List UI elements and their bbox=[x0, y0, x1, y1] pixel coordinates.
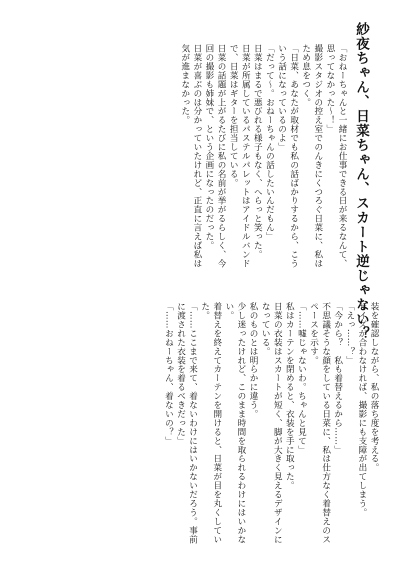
paragraph: 私のものとは明らかに違う。 bbox=[248, 302, 259, 419]
paragraph: 不思議そうな顔をしている日菜に、私は仕方なく着替えのスペースを示す。 bbox=[308, 302, 331, 544]
paragraph: 装を確認しながら、私の落ち度を考える。 bbox=[369, 302, 379, 473]
paragraph: 「……嘘じゃないわ。ちゃんと見て」 bbox=[296, 302, 307, 455]
paragraph: 日菜が喜ぶのは分かっていたけれど、正直に言えば私は気が進まなかった。 bbox=[179, 44, 202, 268]
lower-text-column bbox=[28, 302, 380, 550]
upper-text-column bbox=[28, 44, 348, 276]
paragraph: 「えっ……？」 bbox=[344, 302, 355, 365]
paragraph: 「日菜、あなたが取材でも私の話ばかりするから、こういう話になっているのよ」 bbox=[276, 44, 299, 268]
paragraph: 撮影スタジオの控え室でのんきにくつろぐ日菜に、私はため息をつく。 bbox=[300, 44, 323, 268]
paragraph: 日菜が所属しているパステルパレットはアイドルバンドで、日菜はギターを担当している。 bbox=[228, 44, 251, 268]
paragraph: 「だって〜。おねーちゃんの話したいんだもん」 bbox=[264, 44, 275, 241]
paragraph: 「……ここまで来て、着ないわけにはいかないだろう。事前に渡された衣装を着るべきだった」 bbox=[175, 302, 198, 544]
paragraph: 「おねーちゃんと一緒にお仕事できる日が来るなんて、思ってなかった〜！」 bbox=[324, 44, 347, 268]
paragraph: 少し迷ったけれど、このまま時間を取られるわけにはいかない。 bbox=[223, 302, 246, 544]
chapter-title: 紗夜ちゃん、日菜ちゃん、スカート逆じゃない？ bbox=[353, 22, 369, 341]
paragraph: 日菜の衣装はスカートが短く、脚が大きく見えるデザインになっている。 bbox=[260, 302, 283, 544]
paragraph: 「……おねーちゃん、着ないの？」 bbox=[163, 302, 174, 446]
paragraph: サイズが合わなければ、撮影にも支障が出てしまう。 bbox=[356, 302, 367, 517]
paragraph: 私はカーテンを閉めると、衣装を手に取った。 bbox=[284, 302, 295, 490]
paragraph: 日菜の話題が上がるたびに私の名前が挙がるらしく、今回の撮影も姉妹で、という企画になったのだった。 bbox=[203, 44, 227, 268]
paragraph: 着替えを終えてカーテンを開けると、日菜が目を丸くしていた。 bbox=[199, 302, 222, 544]
paragraph: 「今から？ 私も着替えるから……」 bbox=[332, 302, 343, 455]
paragraph: 日菜はまるで悪びれる様子もなく、へらっと笑った。 bbox=[252, 44, 263, 259]
